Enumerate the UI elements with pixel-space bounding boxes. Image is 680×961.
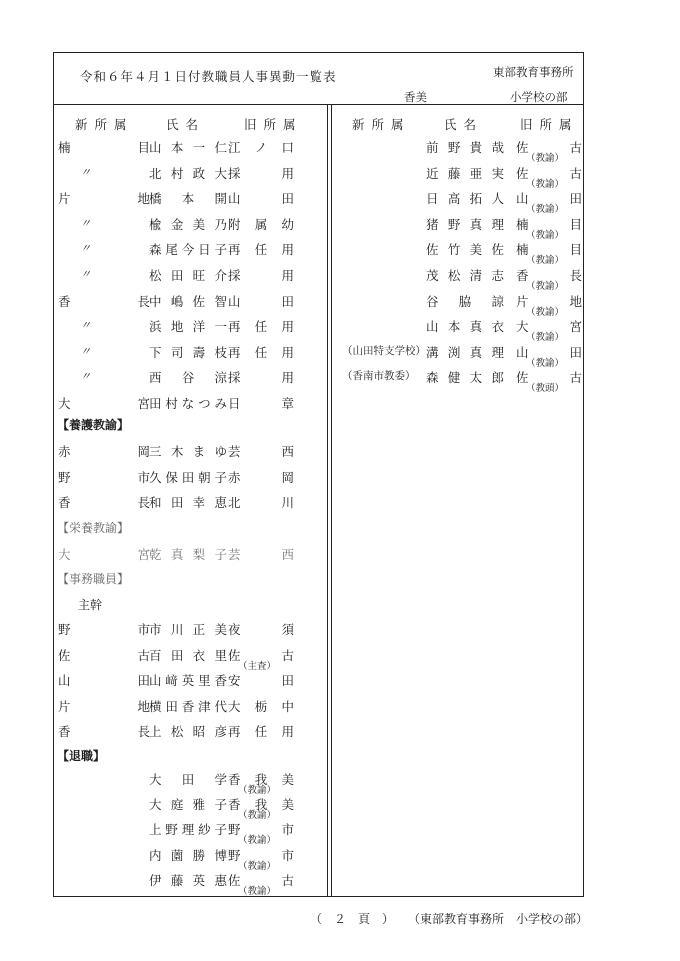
new-school: 楠目 bbox=[58, 140, 150, 155]
person-name: 猪野真理 bbox=[426, 216, 504, 232]
person-name: 市川正美 bbox=[149, 622, 227, 637]
new-school: 香長 bbox=[58, 495, 150, 510]
new-school: （山田特支学校） bbox=[342, 344, 426, 357]
new-school: 香長 bbox=[58, 293, 150, 309]
position-label: （教諭） bbox=[526, 255, 565, 267]
position-label: （教諭） bbox=[526, 332, 565, 344]
person-name: 楡金美乃 bbox=[149, 216, 227, 232]
left-header-name: 氏名 bbox=[166, 117, 206, 132]
position-label: （教諭） bbox=[238, 885, 277, 897]
old-school: 香我美 bbox=[228, 797, 294, 813]
old-school: 香長 bbox=[516, 268, 582, 283]
region-name: 香美 bbox=[404, 90, 427, 104]
new-school: 赤岡 bbox=[58, 444, 150, 459]
old-school: 野市 bbox=[228, 822, 294, 838]
old-school: 再任用 bbox=[228, 319, 294, 335]
person-name: 谷脇諒 bbox=[426, 293, 504, 309]
header-divider bbox=[53, 104, 584, 105]
section-yogo: 【養護教諭】 bbox=[57, 418, 130, 432]
old-school: 山田 bbox=[228, 293, 294, 309]
old-school: 夜須 bbox=[228, 622, 294, 637]
old-school: 芸西 bbox=[228, 547, 294, 562]
old-school: 山田 bbox=[516, 191, 582, 207]
old-school: 片地 bbox=[516, 293, 582, 309]
right-header-new: 新所属 bbox=[352, 117, 411, 132]
position-label: （教諭） bbox=[238, 810, 277, 822]
person-name: 西谷涼 bbox=[149, 370, 227, 386]
position-label: （教諭） bbox=[238, 860, 277, 872]
old-school: 佐古 bbox=[228, 872, 294, 888]
person-name: 北村政大 bbox=[149, 165, 227, 181]
person-name: 溝渕真理 bbox=[426, 344, 504, 360]
person-name: 大庭雅子 bbox=[149, 797, 227, 813]
position-label: （教諭） bbox=[526, 204, 565, 216]
old-school: 佐古 bbox=[228, 647, 294, 663]
old-school: 佐古 bbox=[516, 140, 582, 155]
column-divider-left bbox=[327, 104, 328, 897]
person-name: 茂松清志 bbox=[426, 268, 504, 283]
position-label: （教諭） bbox=[238, 835, 277, 847]
old-school: 再任用 bbox=[228, 724, 294, 739]
position-label: （教諭） bbox=[526, 153, 565, 164]
old-school: 日章 bbox=[228, 396, 294, 411]
person-name: 久保田朝子 bbox=[149, 469, 227, 485]
old-school: 江ノ口 bbox=[228, 140, 294, 155]
old-school: 大栃中 bbox=[228, 698, 294, 714]
section-shukan: 主幹 bbox=[78, 598, 103, 612]
old-school: 採用 bbox=[228, 268, 294, 283]
person-name: 浜地洋一 bbox=[149, 319, 227, 335]
footer-page: （ ２ 頁 ） bbox=[310, 912, 395, 926]
old-school: 採用 bbox=[228, 370, 294, 386]
old-school: 大宮 bbox=[516, 319, 582, 335]
person-name: 日高拓人 bbox=[426, 191, 504, 207]
old-school: 野市 bbox=[228, 847, 294, 863]
position-label: （教頭） bbox=[526, 383, 565, 395]
old-school: 附属幼 bbox=[228, 216, 294, 232]
person-name: 森健太郎 bbox=[426, 370, 504, 386]
section-eiyo: 【栄養教諭】 bbox=[57, 521, 130, 535]
old-school: 佐古 bbox=[516, 370, 582, 386]
left-header-old: 旧所属 bbox=[244, 117, 303, 132]
old-school: 楠目 bbox=[516, 216, 582, 232]
new-school: 香長 bbox=[58, 724, 150, 739]
person-name: 伊藤英惠 bbox=[149, 872, 227, 888]
position-label: （教諭） bbox=[526, 357, 565, 369]
person-name: 橋本開 bbox=[149, 191, 227, 207]
school-type: 小学校の部 bbox=[510, 90, 568, 104]
old-school: 北川 bbox=[228, 495, 294, 510]
person-name: 上野理紗子 bbox=[149, 822, 227, 838]
left-header-new: 新所属 bbox=[75, 117, 134, 132]
person-name: 上松昭彦 bbox=[149, 724, 227, 739]
new-school: 大宮 bbox=[58, 396, 150, 411]
person-name: 田村なつみ bbox=[149, 396, 227, 411]
old-school: 山田 bbox=[516, 344, 582, 360]
person-name: 和田幸恵 bbox=[149, 495, 227, 510]
position-label: （教諭） bbox=[526, 306, 565, 318]
person-name: 山本真衣 bbox=[426, 319, 504, 335]
old-school: 佐古 bbox=[516, 165, 582, 181]
new-school: 山田 bbox=[58, 673, 150, 688]
new-school: 片地 bbox=[58, 191, 150, 207]
ditto-mark: 〃 bbox=[80, 370, 91, 384]
right-header-name: 氏名 bbox=[444, 117, 484, 132]
person-name: 下司壽枝 bbox=[149, 344, 227, 360]
person-name: 山本一仁 bbox=[149, 140, 227, 155]
old-school: 再任用 bbox=[228, 242, 294, 258]
person-name: 内薗勝博 bbox=[149, 847, 227, 863]
person-name: 松田旺介 bbox=[149, 268, 227, 283]
ditto-mark: 〃 bbox=[80, 268, 91, 281]
person-name: 乾真梨子 bbox=[149, 547, 227, 562]
old-school: 採用 bbox=[228, 165, 294, 181]
position-label: （教諭） bbox=[238, 785, 277, 796]
person-name: 近藤亜実 bbox=[426, 165, 504, 181]
ditto-mark: 〃 bbox=[80, 165, 91, 179]
old-school: 赤岡 bbox=[228, 469, 294, 485]
office-name: 東部教育事務所 bbox=[493, 65, 574, 79]
new-school: 佐古 bbox=[58, 647, 150, 663]
person-name: 山﨑英里香 bbox=[149, 673, 227, 688]
document-title: 令和６年４月１日付教職員人事異動一覧表 bbox=[80, 69, 337, 84]
position-label: （教諭） bbox=[526, 229, 565, 241]
position-label: （教諭） bbox=[526, 281, 565, 292]
person-name: 三木まゆ bbox=[149, 444, 227, 459]
old-school: 香我美 bbox=[228, 772, 294, 787]
new-school: 大宮 bbox=[58, 547, 150, 562]
new-school: （香南市教委） bbox=[342, 370, 416, 383]
position-label: （主査） bbox=[238, 660, 277, 672]
person-name: 森尾今日子 bbox=[149, 242, 227, 258]
person-name: 百田衣里 bbox=[149, 647, 227, 663]
right-header-old: 旧所属 bbox=[520, 117, 579, 132]
old-school: 芸西 bbox=[228, 444, 294, 459]
position-label: （教諭） bbox=[526, 178, 565, 190]
person-name: 大田学 bbox=[149, 772, 227, 787]
footer-office: （東部教育事務所 小学校の部） bbox=[408, 912, 589, 926]
section-taishoku: 【退職】 bbox=[57, 749, 106, 763]
old-school: 安田 bbox=[228, 673, 294, 688]
new-school: 野市 bbox=[58, 469, 150, 485]
old-school: 山田 bbox=[228, 191, 294, 207]
new-school: 片地 bbox=[58, 698, 150, 714]
ditto-mark: 〃 bbox=[80, 216, 91, 230]
column-divider-right bbox=[331, 104, 332, 897]
new-school: 野市 bbox=[58, 622, 150, 637]
person-name: 佐竹美佐 bbox=[426, 242, 504, 258]
ditto-mark: 〃 bbox=[80, 344, 91, 358]
old-school: 楠目 bbox=[516, 242, 582, 258]
ditto-mark: 〃 bbox=[80, 242, 91, 256]
person-name: 前野貴哉 bbox=[426, 140, 504, 155]
section-jimu: 【事務職員】 bbox=[57, 572, 130, 586]
person-name: 中嶋佐智 bbox=[149, 293, 227, 309]
ditto-mark: 〃 bbox=[80, 319, 91, 333]
person-name: 横田香津代 bbox=[149, 698, 227, 714]
old-school: 再任用 bbox=[228, 344, 294, 360]
